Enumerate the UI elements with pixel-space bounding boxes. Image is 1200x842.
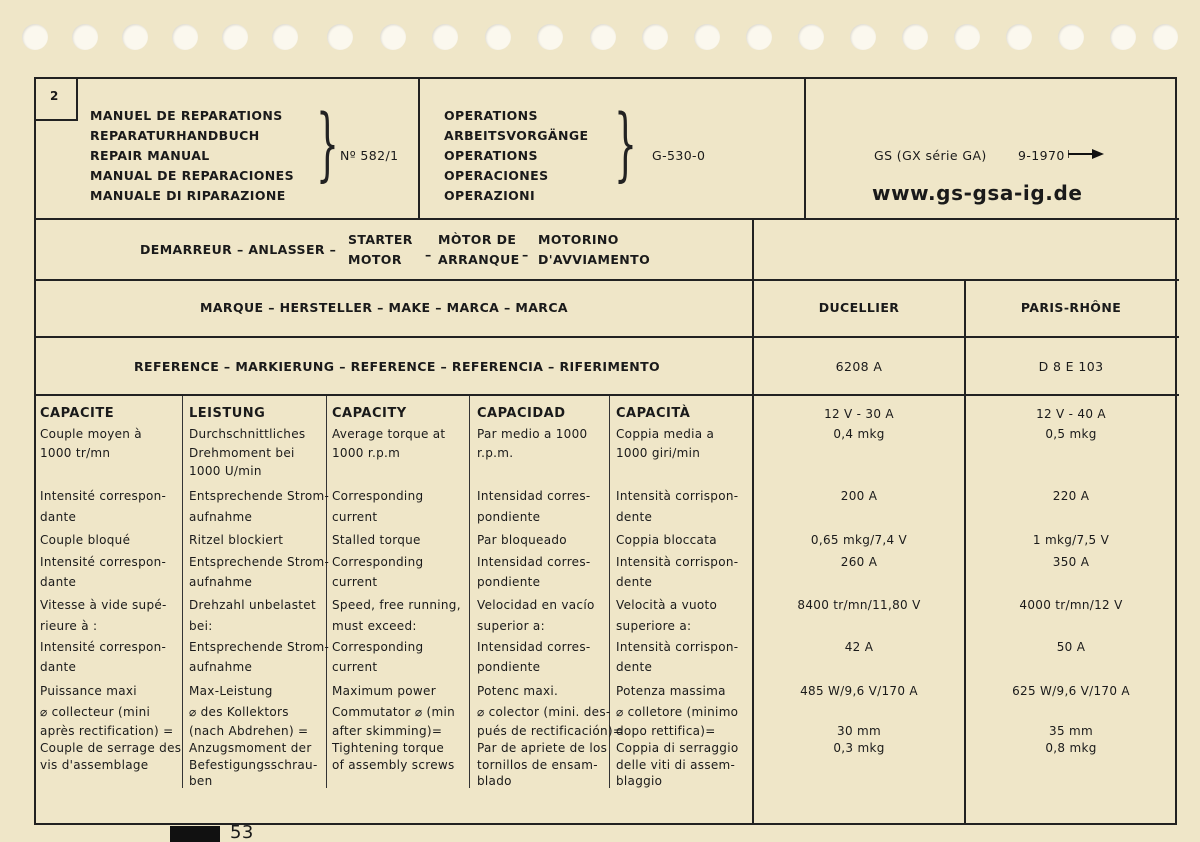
list-item: Par bloqueado <box>477 533 567 547</box>
value-cell: 1 mkg/7,5 V <box>1032 533 1110 547</box>
list-item: Corresponding <box>332 555 424 569</box>
value-cell: 12 V - 40 A <box>1036 407 1106 421</box>
binder-hole <box>380 24 406 50</box>
heading-it: CAPACITÀ <box>616 406 691 421</box>
list-item: Intensità corrispon- <box>616 489 739 503</box>
title-motor: MOTOR <box>348 252 402 267</box>
make-label: MARQUE – HERSTELLER – MAKE – MARCA – MARCA <box>200 300 568 315</box>
binder-hole <box>850 24 876 50</box>
binder-hole <box>954 24 980 50</box>
column-divider <box>469 396 470 788</box>
binder-hole <box>537 24 563 50</box>
list-item: 1000 r.p.m <box>332 446 401 460</box>
list-item: Couple moyen à <box>40 427 142 441</box>
manual-title-es: MANUAL DE REPARACIONES <box>90 168 295 183</box>
binder-hole <box>746 24 772 50</box>
grid-line <box>34 218 1179 220</box>
value-cell: 200 A <box>840 489 878 503</box>
heading-es: CAPACIDAD <box>477 406 566 421</box>
binder-hole <box>327 24 353 50</box>
list-item: Vitesse à vide supé- <box>40 598 167 612</box>
right-brace-icon: } <box>315 97 339 190</box>
list-item: aufnahme <box>189 510 253 524</box>
list-item: Maximum power <box>332 684 436 698</box>
list-item: vis d'assemblage <box>40 758 149 772</box>
list-item: pués de rectificación)= <box>477 724 624 738</box>
list-item: blado <box>477 774 512 788</box>
list-item: Intensità corrispon- <box>616 640 739 654</box>
list-item: superior a: <box>477 619 545 633</box>
manual-number: Nº 582/1 <box>340 148 399 163</box>
binder-hole <box>432 24 458 50</box>
grid-line <box>804 77 806 219</box>
title-avviamento: D'AVVIAMENTO <box>538 252 651 267</box>
list-item: après rectification) = <box>40 724 174 738</box>
list-item: 1000 giri/min <box>616 446 701 460</box>
list-item: Intensità corrispon- <box>616 555 739 569</box>
list-item: Anzugsmoment der <box>189 741 312 755</box>
value-cell: 50 A <box>1056 640 1086 654</box>
list-item: Coppia media a <box>616 427 715 441</box>
value-cell: 0,65 mkg/7,4 V <box>810 533 908 547</box>
reference-paris-rhone: D 8 E 103 <box>1038 359 1104 374</box>
operation-code: G-530-0 <box>652 148 706 163</box>
grid-line <box>34 279 1179 281</box>
list-item: current <box>332 510 378 524</box>
list-item: ben <box>189 774 213 788</box>
binder-hole <box>590 24 616 50</box>
list-item: Couple bloqué <box>40 533 131 547</box>
list-item: Velocità a vuoto <box>616 598 718 612</box>
grid-line <box>34 336 1179 338</box>
arrow-right-icon <box>1068 148 1104 160</box>
column-divider <box>326 396 327 788</box>
heading-de: LEISTUNG <box>189 406 266 421</box>
list-item: Intensidad corres- <box>477 555 591 569</box>
list-item: Commutator ⌀ (min <box>332 705 456 719</box>
reference-ducellier: 6208 A <box>835 359 883 374</box>
list-item: Ritzel blockiert <box>189 533 284 547</box>
list-item: Durchschnittliches <box>189 427 306 441</box>
list-item: pondiente <box>477 510 541 524</box>
value-cell: 625 W/9,6 V/170 A <box>1012 684 1130 698</box>
value-cell: 350 A <box>1052 555 1090 569</box>
heading-fr: CAPACITE <box>40 406 115 421</box>
value-cell: 0,3 mkg <box>833 741 885 755</box>
list-item: Max-Leistung <box>189 684 273 698</box>
binder-hole <box>902 24 928 50</box>
list-item: Par de apriete de los <box>477 741 608 755</box>
value-cell: 35 mm <box>1049 724 1093 738</box>
title-arranque: ARRANQUE <box>438 252 520 267</box>
column-divider <box>182 396 183 788</box>
list-item: Intensité correspon- <box>40 640 167 654</box>
title-motor-de: MÒTOR DE <box>438 232 517 247</box>
list-item: rieure à : <box>40 619 98 633</box>
list-item: Puissance maxi <box>40 684 137 698</box>
list-item: current <box>332 660 378 674</box>
binder-hole <box>272 24 298 50</box>
list-item: of assembly screws <box>332 758 455 772</box>
binder-hole <box>1058 24 1084 50</box>
make-ducellier: DUCELLIER <box>818 300 900 315</box>
edition-date: 9-1970 <box>1018 148 1065 163</box>
list-item: Intensidad corres- <box>477 640 591 654</box>
list-item: dente <box>616 575 653 589</box>
list-item: dente <box>616 660 653 674</box>
binder-hole <box>485 24 511 50</box>
list-item: bei: <box>189 619 213 633</box>
value-cell: 220 A <box>1052 489 1090 503</box>
manual-title-de: REPARATURHANDBUCH <box>90 128 260 143</box>
value-cell: 0,4 mkg <box>833 427 885 441</box>
grid-line <box>34 394 1179 396</box>
list-item: Corresponding <box>332 640 424 654</box>
list-item: Entsprechende Strom- <box>189 640 330 654</box>
list-item: dante <box>40 510 77 524</box>
binder-hole <box>1006 24 1032 50</box>
list-item: Par medio a 1000 <box>477 427 588 441</box>
list-item: Stalled torque <box>332 533 421 547</box>
list-item: after skimming)= <box>332 724 443 738</box>
grid-line <box>418 77 420 219</box>
list-item: Intensidad corres- <box>477 489 591 503</box>
binder-hole <box>72 24 98 50</box>
value-cell: 8400 tr/mn/11,80 V <box>797 598 921 612</box>
list-item: 1000 U/min <box>189 464 262 478</box>
list-item: Tightening torque <box>332 741 445 755</box>
list-item: (nach Abdrehen) = <box>189 724 309 738</box>
title-starter: STARTER <box>348 232 413 247</box>
list-item: Drehmoment bei <box>189 446 295 460</box>
list-item: Coppia bloccata <box>616 533 717 547</box>
binder-hole <box>1110 24 1136 50</box>
operations-es: OPERACIONES <box>444 168 549 183</box>
title-dash: – <box>522 247 529 262</box>
list-item: pondiente <box>477 575 541 589</box>
list-item: Corresponding <box>332 489 424 503</box>
binder-hole <box>642 24 668 50</box>
value-cell: 4000 tr/mn/12 V <box>1019 598 1123 612</box>
list-item: Befestigungsschrau- <box>189 758 318 772</box>
footer-bar <box>170 826 220 842</box>
operations-it: OPERAZIONI <box>444 188 536 203</box>
value-cell: 0,5 mkg <box>1045 427 1097 441</box>
list-item: pondiente <box>477 660 541 674</box>
heading-en: CAPACITY <box>332 406 407 421</box>
footer-page-number: 53 <box>230 822 254 842</box>
manual-title-it: MANUALE DI RIPARAZIONE <box>90 188 286 203</box>
vehicle-model: GS (GX série GA) <box>874 148 987 163</box>
list-item: Coppia di serraggio <box>616 741 739 755</box>
binder-hole <box>798 24 824 50</box>
right-brace-icon: } <box>613 97 637 190</box>
list-item: Intensité correspon- <box>40 489 167 503</box>
make-paris-rhone: PARIS-RHÔNE <box>1020 300 1122 315</box>
value-cell: 12 V - 30 A <box>824 407 894 421</box>
list-item: r.p.m. <box>477 446 514 460</box>
list-item: dente <box>616 510 653 524</box>
list-item: 1000 tr/mn <box>40 446 111 460</box>
binder-hole <box>22 24 48 50</box>
list-item: dante <box>40 575 77 589</box>
operations-en: OPERATIONS <box>444 148 538 163</box>
list-item: Couple de serrage des <box>40 741 182 755</box>
list-item: Intensité correspon- <box>40 555 167 569</box>
title-dash: – <box>425 247 432 262</box>
list-item: aufnahme <box>189 660 253 674</box>
manual-title-en: REPAIR MANUAL <box>90 148 210 163</box>
title-demarreur: DEMARREUR – ANLASSER – <box>140 242 337 257</box>
operations-de: ARBEITSVORGÄNGE <box>444 128 589 143</box>
list-item: Average torque at <box>332 427 446 441</box>
operations-fr: OPERATIONS <box>444 108 538 123</box>
list-item: ⌀ colector (mini. des- <box>477 705 611 719</box>
website-watermark: www.gs-gsa-ig.de <box>872 181 1083 205</box>
list-item: blaggio <box>616 774 663 788</box>
value-cell: 260 A <box>840 555 878 569</box>
binder-hole <box>172 24 198 50</box>
value-cell: 485 W/9,6 V/170 A <box>800 684 918 698</box>
list-item: Potenc maxi. <box>477 684 559 698</box>
list-item: dopo rettifica)= <box>616 724 716 738</box>
list-item: current <box>332 575 378 589</box>
title-motorino: MOTORINO <box>538 232 619 247</box>
list-item: Entsprechende Strom- <box>189 555 330 569</box>
value-cell: 42 A <box>844 640 874 654</box>
list-item: aufnahme <box>189 575 253 589</box>
list-item: Potenza massima <box>616 684 726 698</box>
binder-hole <box>222 24 248 50</box>
binder-hole <box>1152 24 1178 50</box>
list-item: Drehzahl unbelastet <box>189 598 316 612</box>
reference-label: REFERENCE – MARKIERUNG – REFERENCE – REFERENCIA – RIFERIMENTO <box>134 359 661 374</box>
value-cell: 0,8 mkg <box>1045 741 1097 755</box>
page-number: 2 <box>36 79 78 121</box>
binder-hole <box>694 24 720 50</box>
list-item: delle viti di assem- <box>616 758 736 772</box>
value-cell: 30 mm <box>837 724 881 738</box>
list-item: must exceed: <box>332 619 417 633</box>
manual-title-fr: MANUEL DE REPARATIONS <box>90 108 283 123</box>
list-item: Entsprechende Strom- <box>189 489 330 503</box>
list-item: Velocidad en vacío <box>477 598 595 612</box>
list-item: superiore a: <box>616 619 692 633</box>
list-item: ⌀ des Kollektors <box>189 705 289 719</box>
list-item: ⌀ colletore (minimo <box>616 705 739 719</box>
list-item: ⌀ collecteur (mini <box>40 705 151 719</box>
binder-hole <box>122 24 148 50</box>
list-item: Speed, free running, <box>332 598 461 612</box>
list-item: tornillos de ensam- <box>477 758 598 772</box>
list-item: dante <box>40 660 77 674</box>
